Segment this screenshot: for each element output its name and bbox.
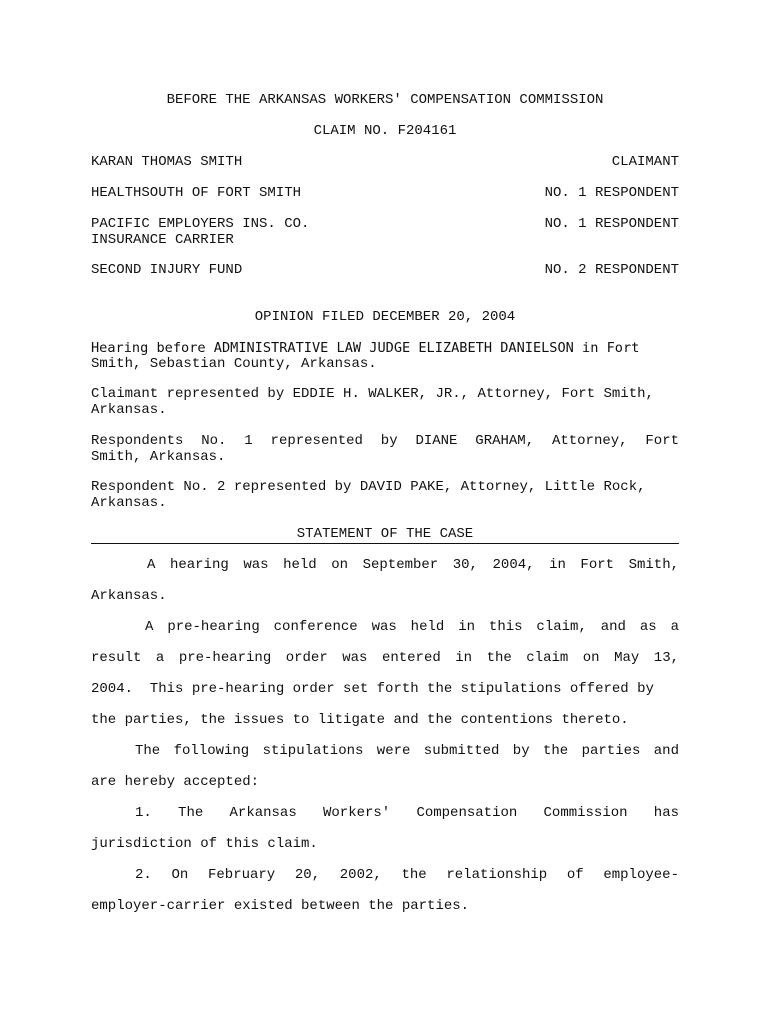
paragraph-2-line-4: the parties, the issues to litigate and the contentions thereto. bbox=[91, 712, 629, 728]
party-name: HEALTHSOUTH OF FORT SMITH bbox=[91, 185, 302, 201]
commission-heading: BEFORE THE ARKANSAS WORKERS' COMPENSATION COMMISSION bbox=[166, 92, 604, 108]
paragraph-3-line-1: The following stipulations were submitted by the parties and bbox=[135, 743, 679, 759]
stipulation-2-line-2: employer-carrier existed between the parties. bbox=[91, 898, 470, 914]
party-role: CLAIMANT bbox=[611, 154, 679, 170]
party-name: PACIFIC EMPLOYERS INS. CO. bbox=[91, 216, 310, 232]
party-name: KARAN THOMAS SMITH bbox=[91, 154, 243, 170]
party-row-carrier bbox=[91, 216, 679, 232]
party-name: SECOND INJURY FUND bbox=[91, 262, 243, 278]
opinion-filed-date: OPINION FILED DECEMBER 20, 2004 bbox=[254, 309, 516, 325]
respondent2-rep-line-1: Respondent No. 2 represented by DAVID PAKE, Attorney, Little Rock, bbox=[91, 479, 646, 495]
paragraph-3-line-2: are hereby accepted: bbox=[91, 774, 260, 790]
claimant-rep-line-2: Arkansas. bbox=[91, 402, 167, 418]
stipulation-1-line-1: 1. The Arkansas Workers' Compensation Commission has bbox=[135, 805, 679, 821]
paragraph-2-line-2: result a pre-hearing order was entered in the claim on May 13, bbox=[91, 650, 679, 666]
party-row-claimant bbox=[91, 154, 679, 170]
respondent2-rep-line-2: Arkansas. bbox=[91, 495, 167, 511]
paragraph-1-line-2: Arkansas. bbox=[91, 588, 167, 604]
party-role: NO. 2 RESPONDENT bbox=[544, 262, 679, 278]
paragraph-2-line-1: A pre-hearing conference was held in this claim, and as a bbox=[145, 619, 679, 635]
party-role: NO. 1 RESPONDENT bbox=[544, 216, 679, 232]
party-role: NO. 1 RESPONDENT bbox=[544, 185, 679, 201]
paragraph-2-line-3: 2004. This pre-hearing order set forth the stipulations offered by bbox=[91, 681, 654, 697]
claim-number: CLAIM NO. F204161 bbox=[313, 123, 457, 139]
stipulation-2-line-1: 2. On February 20, 2002, the relationship of employee- bbox=[135, 867, 679, 883]
respondent1-rep-line-2: Smith, Arkansas. bbox=[91, 449, 226, 465]
hearing-line-2: Smith, Sebastian County, Arkansas. bbox=[91, 356, 377, 372]
party-row-respondent-2 bbox=[91, 262, 679, 278]
claimant-rep-line-1: Claimant represented by EDDIE H. WALKER, JR., Attorney, Fort Smith, bbox=[91, 386, 654, 402]
statement-of-case-heading: STATEMENT OF THE CASE bbox=[91, 526, 679, 544]
hearing-line-1: Hearing before ADMINISTRATIVE LAW JUDGE ELIZABETH DANIELSON in Fort bbox=[91, 340, 640, 356]
stipulation-1-line-2: jurisdiction of this claim. bbox=[91, 836, 318, 852]
party-name-secondary: INSURANCE CARRIER bbox=[91, 232, 234, 248]
paragraph-1-line-1: A hearing was held on September 30, 2004, in Fort Smith, bbox=[147, 557, 679, 573]
respondent1-rep-line-1: Respondents No. 1 represented by DIANE GRAHAM, Attorney, Fort bbox=[91, 433, 679, 449]
party-row-respondent-1 bbox=[91, 185, 679, 201]
